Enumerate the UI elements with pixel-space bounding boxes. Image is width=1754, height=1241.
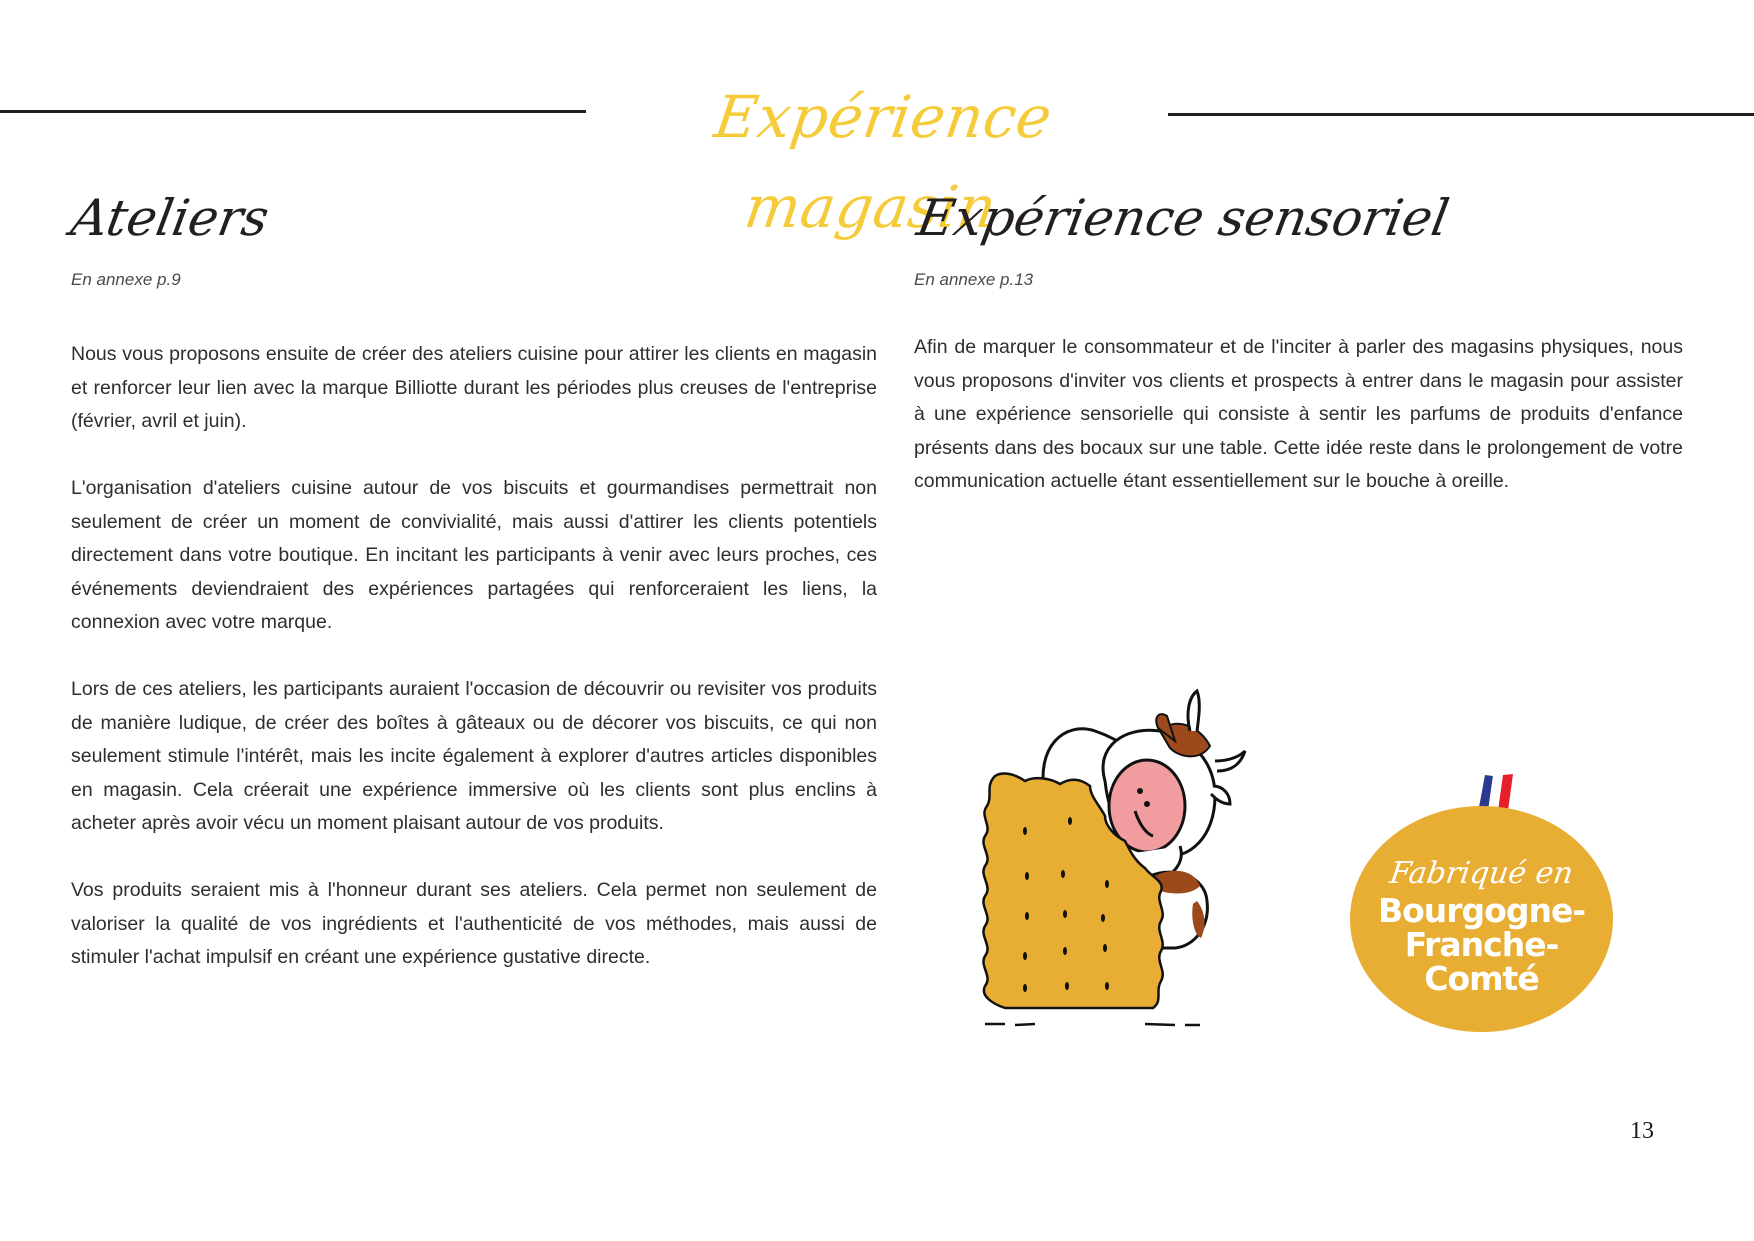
section-title-ateliers: Ateliers xyxy=(66,189,274,247)
badge-circle xyxy=(1350,806,1613,1032)
header-rule-right xyxy=(1168,113,1754,116)
page-number: 13 xyxy=(1630,1118,1654,1144)
ateliers-body xyxy=(71,338,877,1008)
badge-script-line: Fabriqué en xyxy=(1387,856,1576,891)
header-rule-left xyxy=(0,110,586,113)
badge-region-line-1: Bourgogne- xyxy=(1377,891,1586,930)
ateliers-paragraph-1: Nous vous proposons ensuite de créer des ateliers cuisine pour attirer les clients en magasin et renforcer leur lien avec la marque Billiotte durant les périodes plus creuses de l'entreprise (février, avril et juin). xyxy=(71,343,877,432)
badge-region-name xyxy=(1350,891,1613,998)
origin-badge xyxy=(1350,760,1615,1030)
cow-biscuit-illustration xyxy=(975,686,1275,1032)
section-title-experience-sensoriel: Expérience sensoriel xyxy=(912,189,1454,247)
cow-biscuit-icon xyxy=(975,686,1275,1032)
page-title: Expérience magasin xyxy=(710,83,1057,241)
sensoriel-body xyxy=(914,331,1683,532)
ateliers-paragraph-4: Vos produits seraient mis à l'honneur durant ses ateliers. Cela permet non seulement de valoriser la qualité de vos ingrédients et l'authenticité de vos méthodes, mais aussi de stimuler l'achat impulsif en créant une expérience gustative directe. xyxy=(71,879,877,968)
ateliers-paragraph-2: L'organisation d'ateliers cuisine autour de vos biscuits et gourmandises permettrait non seulement de créer un moment de convivialité, mais aussi d'attirer les clients potentiels directement dans votre boutique. En incitant les participants à venir avec leurs proches, ces événements deviendraient des expériences partagées qui renforceraient les liens, la connexion avec votre marque. xyxy=(71,477,877,633)
badge-region-line-3: Comté xyxy=(1424,959,1539,998)
sensoriel-paragraph-1: Afin de marquer le consommateur et de l'inciter à parler des magasins physiques, nous vous proposons d'inviter vos clients et prospects à entrer dans le magasin pour assister à une expérience sensorielle qui consiste à sentir les parfums de produits d'enfance présents dans des bocaux sur une table. Cette idée reste dans le prolongement de votre communication actuelle étant essentiellement sur le bouche à oreille. xyxy=(914,336,1683,492)
annex-reference-sensoriel: En annexe p.13 xyxy=(914,270,1034,289)
annex-reference-ateliers: En annexe p.9 xyxy=(71,270,181,289)
ateliers-paragraph-3: Lors de ces ateliers, les participants auraient l'occasion de découvrir ou revisiter vos produits de manière ludique, de créer des boîtes à gâteaux ou de décorer vos biscuits, ce qui non seulement stimule l'intérêt, mais les incite également à explorer d'autres articles disponibles en magasin. Cela créerait une expérience immersive où les clients sont plus enclins à acheter après avoir vécu un moment plaisant autour de vos produits. xyxy=(71,678,877,834)
badge-region-line-2: Franche- xyxy=(1404,925,1559,964)
